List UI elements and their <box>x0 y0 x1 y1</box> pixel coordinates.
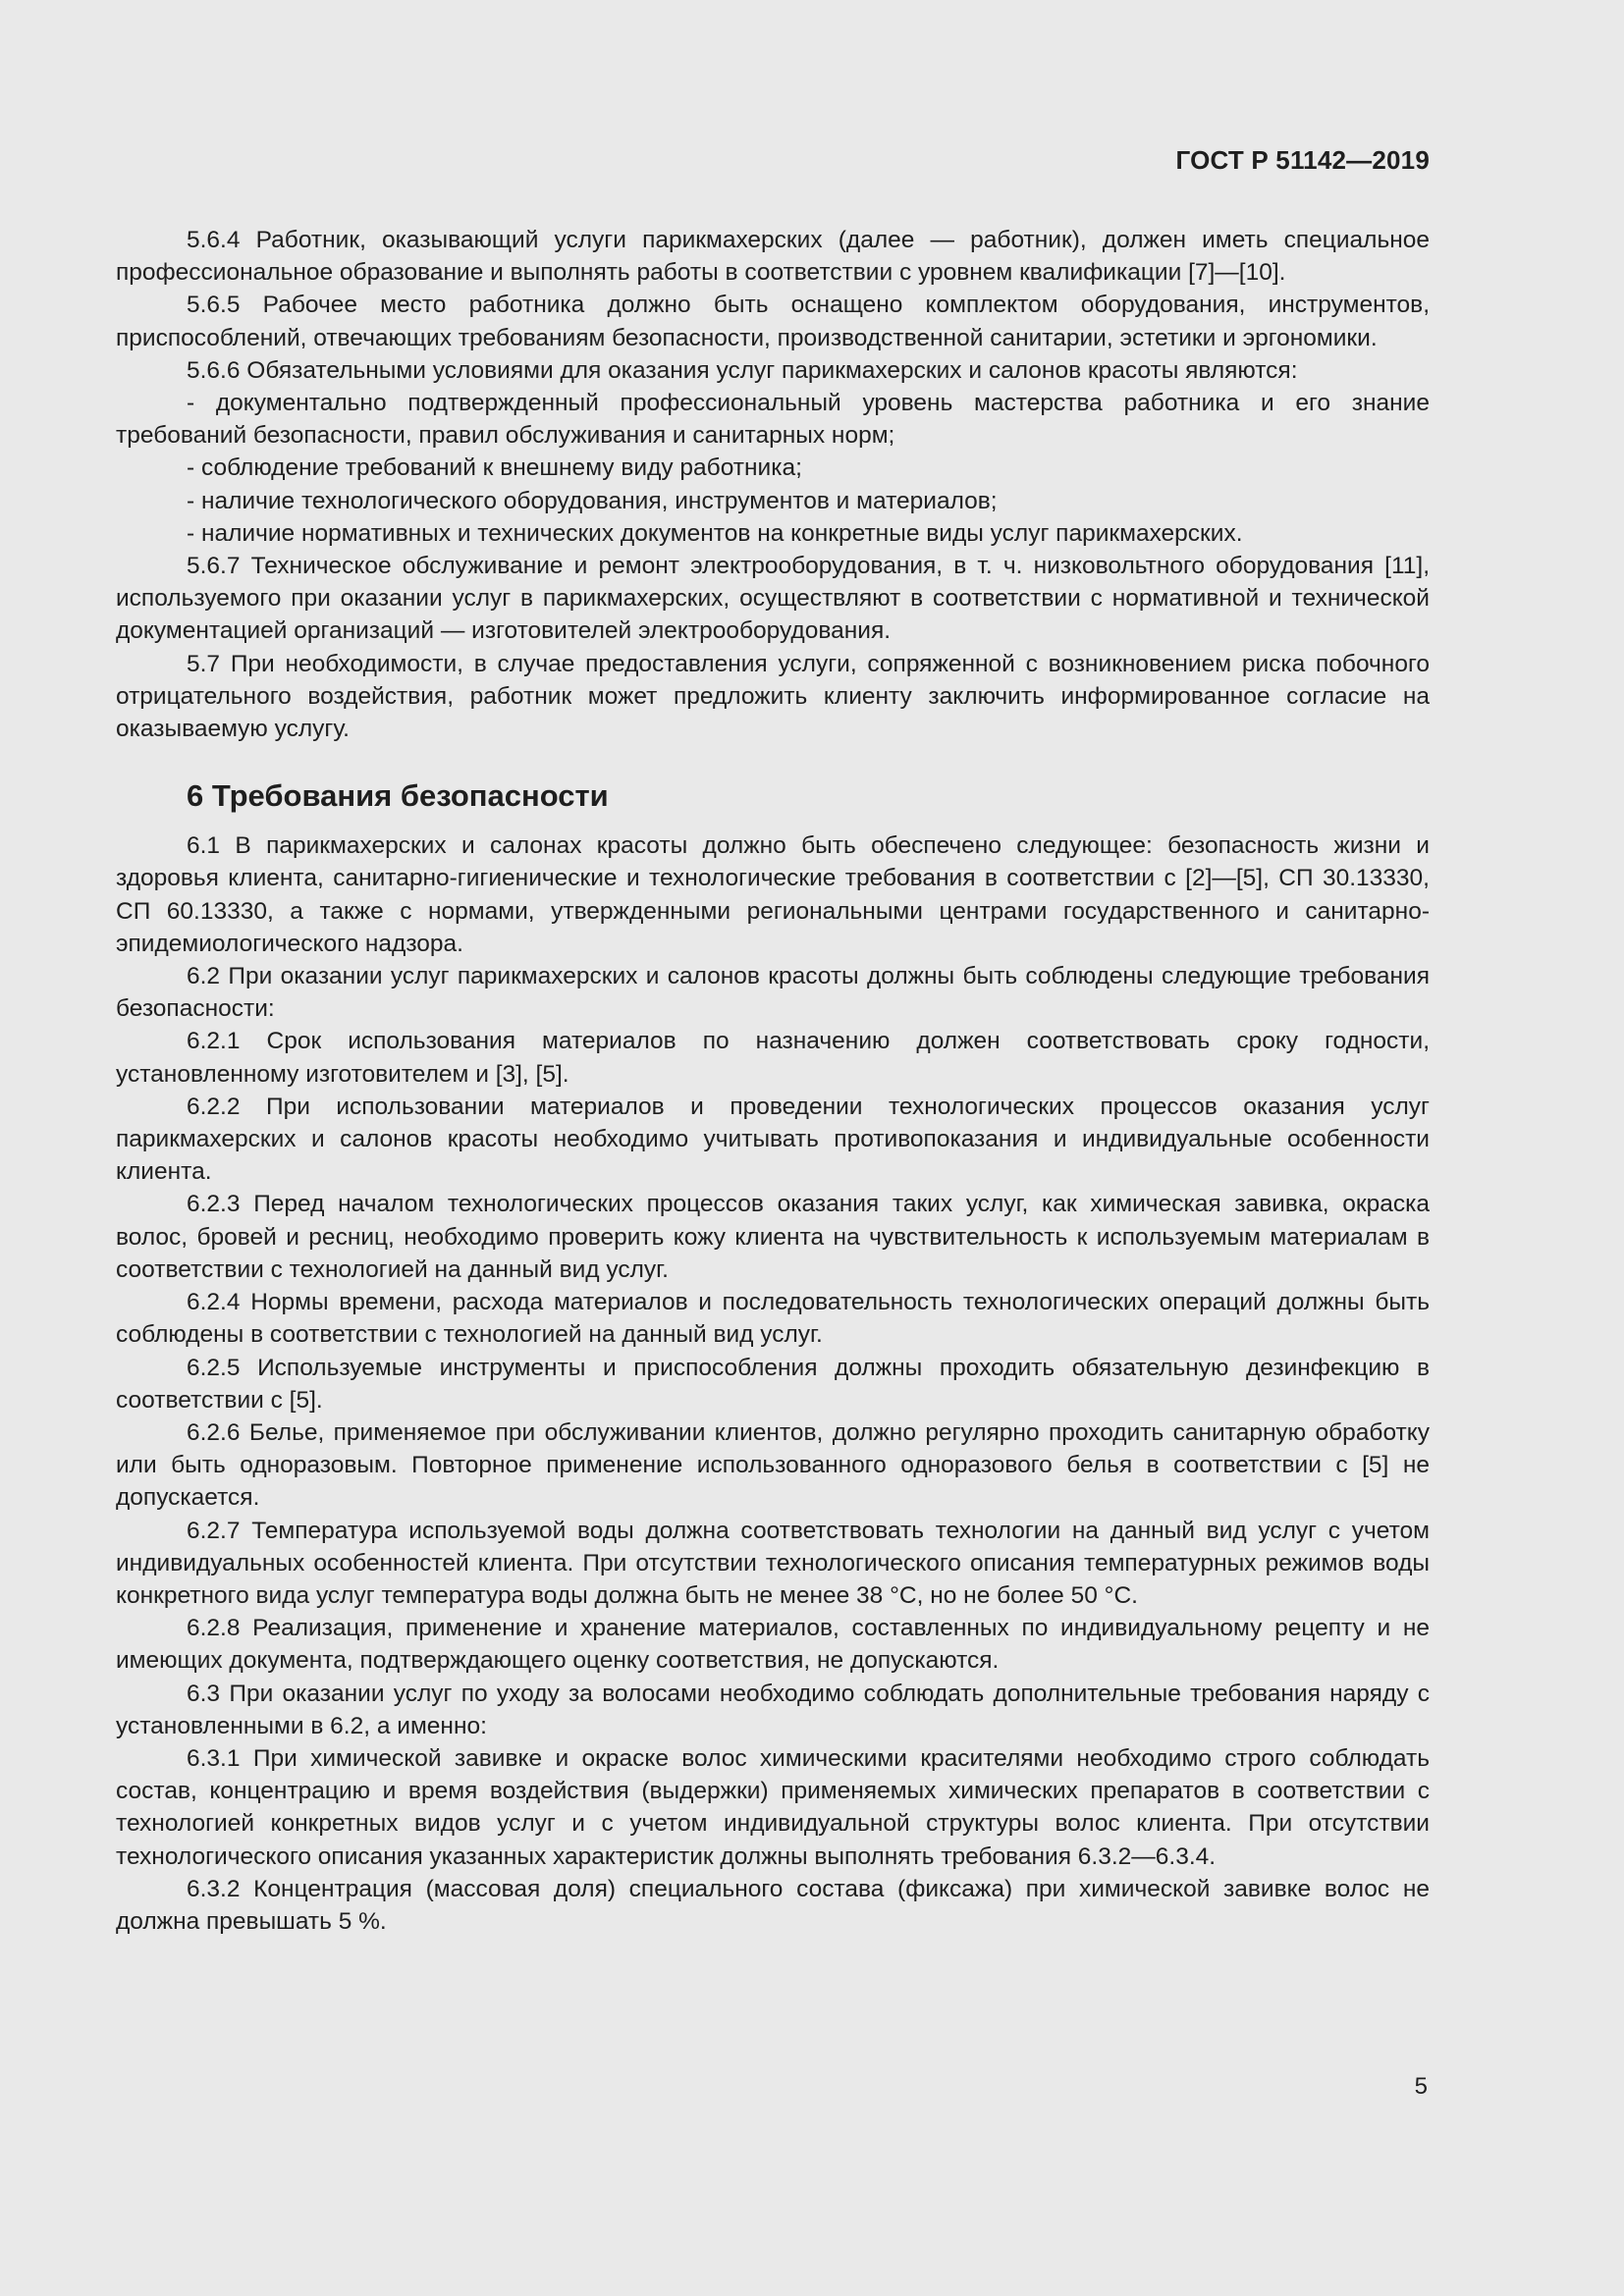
paragraph: 6.1 В парикмахерских и салонах красоты должно быть обеспечено следующее: безопасность жизни и здоровья клиента, санитарно-гигиенические и технологические требования в соответствии с [2]—[5], СП 30.13330, СП 60.13330, а также с нормами, утвержденными региональными центрами государственного и санитарно-эпидемиологического надзора. <box>116 832 1430 957</box>
paragraph: 5.6.7 Техническое обслуживание и ремонт электрооборудования, в т. ч. низковольтного оборудования [11], используемого при оказании услуг в парикмахерских, осуществляют в соответствии с нормативной и технической документацией организаций — изготовителей электрооборудования. <box>116 553 1430 645</box>
paragraph: 6.3.2 Концентрация (массовая доля) специального состава (фиксажа) при химической завивке волос не должна превышать 5 %. <box>116 1875 1430 1935</box>
document-body <box>116 224 1430 1938</box>
paragraph: 5.6.6 Обязательными условиями для оказания услуг парикмахерских и салонов красоты являются: <box>187 356 1298 384</box>
paragraph: 6.2.6 Белье, применяемое при обслуживании клиентов, должно регулярно проходить санитарную обработку или быть одноразовым. Повторное применение использованного одноразового белья в соответствии с [5] не допускается. <box>116 1418 1430 1512</box>
paragraph: 5.7 При необходимости, в случае предоставления услуги, сопряженной с возникновением риска побочного отрицательного воздействия, работник может предложить клиенту заключить информированное согласие на оказываемую услугу. <box>116 650 1430 743</box>
paragraph: 5.6.4 Работник, оказывающий услуги парикмахерских (далее — работник), должен иметь специальное профессиональное образование и выполнять работы в соответствии с уровнем квалификации [7]—[10]. <box>116 227 1430 287</box>
paragraph: 6.3 При оказании услуг по уходу за волосами необходимо соблюдать дополнительные требования наряду с установленными в 6.2, а именно: <box>116 1680 1430 1739</box>
paragraph: 6.2.4 Нормы времени, расхода материалов и последовательность технологических операций должны быть соблюдены в соответствии с технологией на данный вид услуг. <box>116 1289 1430 1349</box>
paragraph: 6.2.2 При использовании материалов и проведении технологических процессов оказания услуг парикмахерских и салонов красоты необходимо учитывать противопоказания и индивидуальные особенности клиента. <box>116 1093 1430 1186</box>
list-item: - наличие нормативных и технических документов на конкретные виды услуг парикмахерских. <box>187 519 1243 547</box>
paragraph: 6.3.1 При химической завивке и окраске волос химическими красителями необходимо строго соблюдать состав, концентрацию и время воздействия (выдержки) применяемых химических препаратов в соответствии с технологией конкретных видов услуг и с учетом индивидуальной структуры волос клиента. При отсутствии технологического описания указанных характеристик должны выполнять требования 6.3.2—6.3.4. <box>116 1744 1430 1870</box>
section-heading: 6 Требования безопасности <box>187 778 609 814</box>
list-item: - наличие технологического оборудования, инструментов и материалов; <box>187 487 998 514</box>
document-header: ГОСТ Р 51142—2019 <box>1175 145 1430 175</box>
paragraphs-section-5 <box>116 224 1430 745</box>
list-item: - соблюдение требований к внешнему виду работника; <box>187 454 802 482</box>
paragraph: 6.2.1 Срок использования материалов по назначению должен соответствовать сроку годности, установленному изготовителем и [3], [5]. <box>116 1028 1430 1088</box>
paragraph: 6.2.5 Используемые инструменты и приспособления должны проходить обязательную дезинфекцию в соответствии с [5]. <box>116 1354 1430 1414</box>
list-item: - документально подтвержденный профессиональный уровень мастерства работника и его знание требований безопасности, правил обслуживания и санитарных норм; <box>116 390 1430 450</box>
paragraph: 5.6.5 Рабочее место работника должно быть оснащено комплектом оборудования, инструментов, приспособлений, отвечающих требованиям безопасности, производственной санитарии, эстетики и эргономики. <box>116 292 1430 351</box>
paragraphs-section-6 <box>116 829 1430 1938</box>
paragraph: 6.2.7 Температура используемой воды должна соответствовать технологии на данный вид услуг с учетом индивидуальных особенностей клиента. При отсутствии технологического описания температурных режимов воды конкретного вида услуг температура воды должна быть не менее 38 °C, но не более 50 °C. <box>116 1517 1430 1609</box>
page-number: 5 <box>1414 2073 1428 2100</box>
paragraph: 6.2 При оказании услуг парикмахерских и салонов красоты должны быть соблюдены следующие требования безопасности: <box>116 963 1430 1023</box>
paragraph: 6.2.8 Реализация, применение и хранение материалов, составленных по индивидуальному рецепту и не имеющих документа, подтверждающего оценку соответствия, не допускаются. <box>116 1615 1430 1675</box>
paragraph: 6.2.3 Перед началом технологических процессов оказания таких услуг, как химическая завивка, окраска волос, бровей и ресниц, необходимо проверить кожу клиента на чувствительность к используемым материалам в соответствии с технологией на данный вид услуг. <box>116 1191 1430 1283</box>
